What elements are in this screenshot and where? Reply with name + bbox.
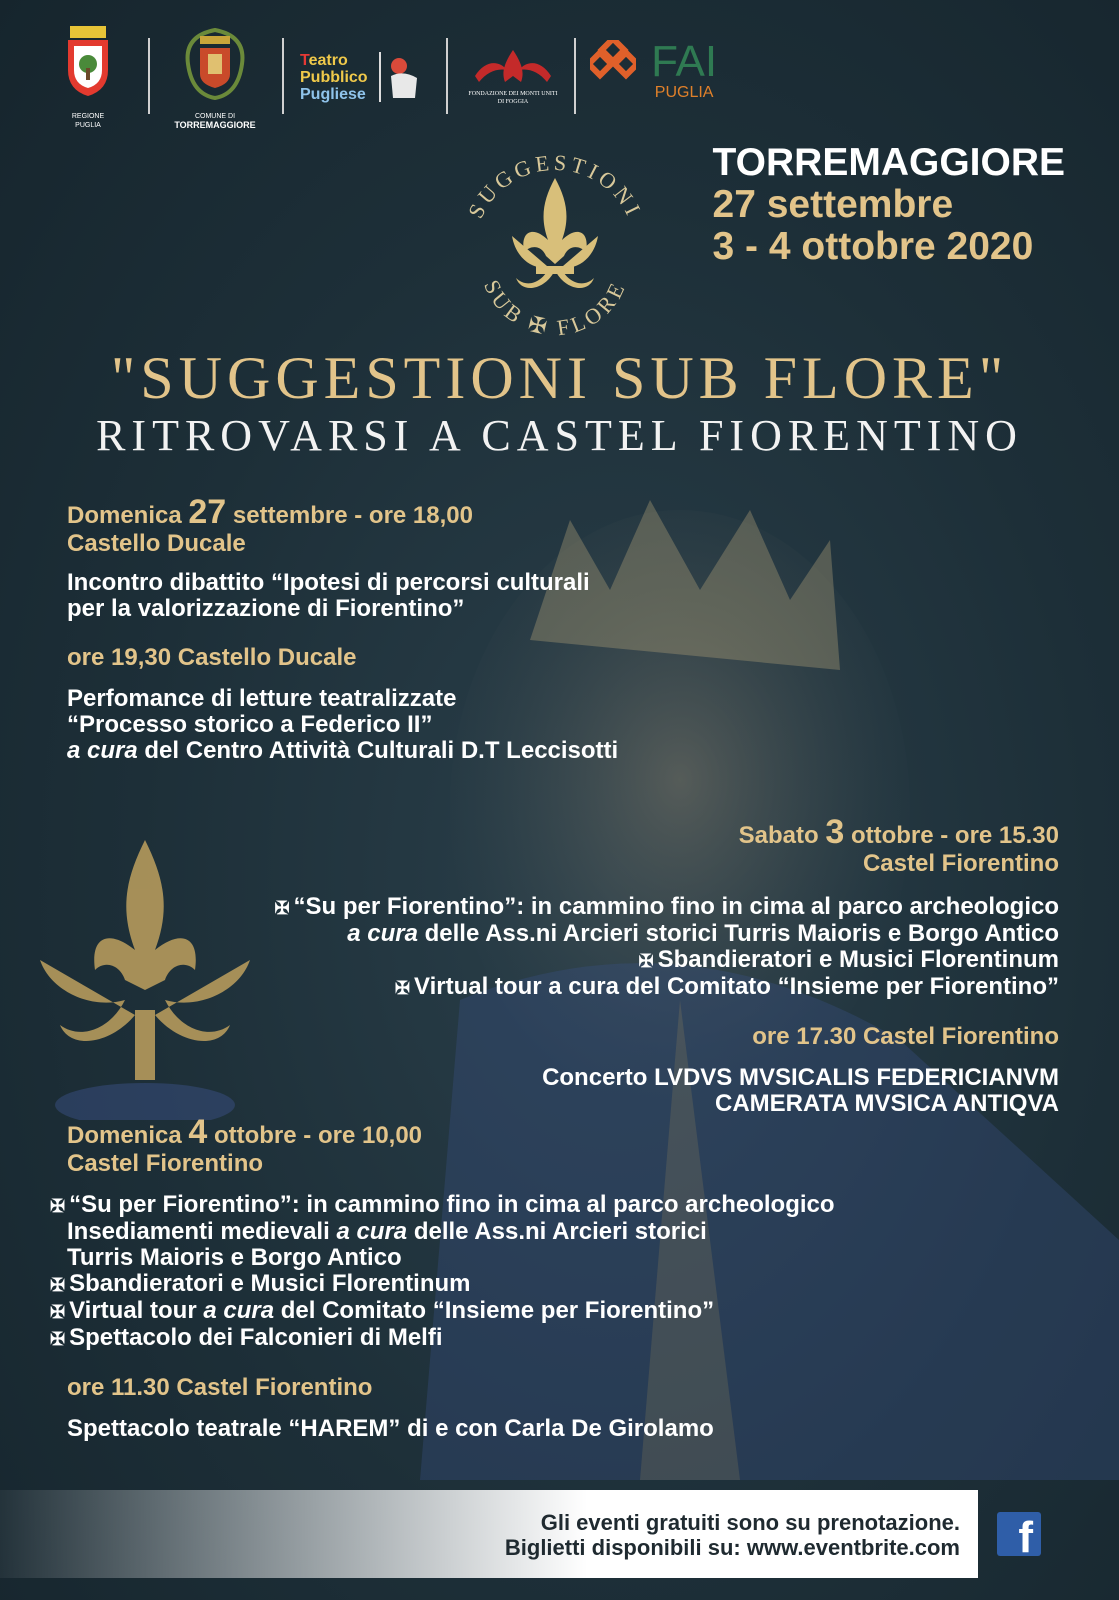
day2-section xyxy=(159,813,1059,1117)
comune-torremaggiore-logo xyxy=(170,24,260,130)
fai-subtitle: PUGLIA xyxy=(654,84,714,101)
day1-weekday: Domenica xyxy=(67,502,182,529)
cross-bullet-icon: ✠ xyxy=(394,978,410,998)
city-name: TORREMAGGIORE xyxy=(712,141,1065,184)
cross-bullet-icon: ✠ xyxy=(50,1302,66,1322)
facebook-letter: f xyxy=(1018,1513,1033,1562)
day2-heading xyxy=(159,813,1059,851)
day3-weekday: Domenica xyxy=(67,1122,182,1149)
day3-item3-b: del Comitato “Insieme per Fiorentino” xyxy=(274,1297,715,1324)
teatro-pubblico-pugliese-logo xyxy=(300,52,440,103)
suggestioni-sub-flore-emblem xyxy=(450,140,660,345)
emblem-ring-bottom-text: SUB ✠ FLORE xyxy=(479,275,631,341)
day3-acura-italic: a cura xyxy=(336,1218,408,1245)
emblem-ring-top-text: SUGGESTIONI xyxy=(462,149,648,223)
regione-puglia-logo xyxy=(64,24,120,130)
day2-concert-line1: Concerto LVDVS MVSICALIS FEDERICIANVM xyxy=(542,1064,1059,1091)
fai-puglia-logo xyxy=(590,37,730,102)
day2-item3-text: Virtual tour a cura del Comitato “Insieme per Fiorentino” xyxy=(414,973,1059,1000)
day2-item1-line1 xyxy=(159,894,1059,921)
day2-daynum: 3 xyxy=(825,813,845,851)
partner-logos xyxy=(60,24,760,134)
logo-divider xyxy=(282,38,284,114)
day1-acura-italic: a cura xyxy=(67,737,138,764)
day1-event1-line1: Incontro dibattito “Ipotesi di percorsi culturali xyxy=(67,569,590,596)
day3-item4-text: Spettacolo dei Falconieri di Melfi xyxy=(69,1324,443,1351)
day3-item1-line3: Turris Maioris e Borgo Antico xyxy=(67,1244,402,1271)
footer-line2[interactable]: Biglietti disponibili su: www.eventbrite.com xyxy=(504,1535,960,1560)
regione-puglia-crest-icon xyxy=(64,24,112,98)
day1-month-time: settembre - ore 18,00 xyxy=(232,502,473,529)
comune-caption-line1: COMUNE DI xyxy=(194,113,236,120)
day2-weekday: Sabato xyxy=(738,822,819,849)
event-dates-header xyxy=(713,142,1065,268)
day3-heading xyxy=(67,1113,1050,1151)
day3-item4 xyxy=(50,1325,1050,1352)
day2-acura-italic: a cura xyxy=(347,920,418,947)
fleur-de-lis-icon xyxy=(512,178,598,288)
day3-item2-text: Sbandieratori e Musici Florentinum xyxy=(69,1270,471,1297)
teatro-word: eatro xyxy=(308,52,348,69)
footer-line1: Gli eventi gratuiti sono su prenotazione. xyxy=(540,1510,960,1535)
cross-bullet-icon: ✠ xyxy=(638,951,654,971)
day2-item2-text: Sbandieratori e Musici Florentinum xyxy=(657,946,1059,973)
comune-crest-icon xyxy=(180,24,250,100)
day2-item1-text: “Su per Fiorentino”: in cammino fino in cima al parco archeologico xyxy=(293,893,1059,920)
main-title-block xyxy=(0,345,1119,461)
cross-bullet-icon: ✠ xyxy=(50,1196,66,1216)
day1-place: Castello Ducale xyxy=(67,530,246,557)
pubblico-word: Pubblico xyxy=(300,69,368,86)
fondazione-caption-line1: FONDAZIONE DEI MONTI UNITI xyxy=(468,91,558,97)
fai-wordmark: FAI xyxy=(651,37,718,86)
svg-text:SUB ✠ FLORE xyxy=(479,276,631,341)
facebook-icon[interactable] xyxy=(997,1512,1041,1562)
footer-text xyxy=(505,1510,960,1560)
pugliese-word: Pugliese xyxy=(300,86,366,103)
day3-daynum: 4 xyxy=(188,1113,208,1151)
footer-banner xyxy=(0,1490,978,1578)
day2-concert-line2: CAMERATA MVSICA ANTIQVA xyxy=(715,1090,1059,1117)
fondazione-monti-uniti-logo xyxy=(465,46,575,106)
day2-month-time: ottobre - ore 15.30 xyxy=(850,822,1059,849)
day3-item1-line2-a: Insediamenti medievali xyxy=(67,1218,337,1245)
day3-section xyxy=(50,1113,1050,1442)
day1-event2-line2: “Processo storico a Federico II” xyxy=(67,711,433,738)
logo-divider xyxy=(574,38,576,114)
cross-bullet-icon: ✠ xyxy=(50,1329,66,1349)
regione-caption-line2: PUGLIA xyxy=(75,122,101,129)
day3-place: Castel Fiorentino xyxy=(67,1150,264,1177)
day1-event1-line2: per la valorizzazione di Fiorentino” xyxy=(67,595,465,622)
fondazione-caption-line2: DI FOGGIA xyxy=(497,99,529,105)
fondazione-emblem-icon xyxy=(465,46,561,86)
cross-bullet-icon: ✠ xyxy=(50,1275,66,1295)
day1-daynum: 27 xyxy=(188,493,227,531)
cross-bullet-icon: ✠ xyxy=(274,898,290,918)
day2-item1-line2 xyxy=(159,921,1059,947)
fai-flower-icon xyxy=(590,40,636,86)
day3-item3-a: Virtual tour xyxy=(69,1297,204,1324)
day3-item2 xyxy=(50,1271,1050,1298)
day3-month-time: ottobre - ore 10,00 xyxy=(213,1122,423,1149)
day1-event2-line3-rest: del Centro Attività Culturali D.T Leccisotti xyxy=(137,737,619,764)
date-line-1: 27 settembre xyxy=(712,183,954,226)
teatro-mask-icon xyxy=(379,52,423,102)
day2-place: Castel Fiorentino xyxy=(862,850,1059,877)
day3-show: Spettacolo teatrale “HAREM” di e con Carla De Girolamo xyxy=(67,1415,714,1442)
regione-caption-line1: REGIONE xyxy=(71,113,105,120)
logo-divider xyxy=(148,38,150,114)
main-title: "SUGGESTIONI SUB FLORE" xyxy=(110,345,1009,411)
subtitle: RITROVARSI A CASTEL FIORENTINO xyxy=(96,411,1023,460)
day3-item3 xyxy=(50,1298,1050,1325)
day3-time2: ore 11.30 Castel Fiorentino xyxy=(67,1374,373,1401)
day3-item1-line2-b: delle Ass.ni Arcieri storici xyxy=(407,1218,707,1245)
day3-item1-line2 xyxy=(67,1219,1050,1245)
day3-item1-text: “Su per Fiorentino”: in cammino fino in cima al parco archeologico xyxy=(69,1191,835,1218)
day1-heading xyxy=(67,493,767,531)
teatro-initial: T xyxy=(300,52,309,69)
logo-divider xyxy=(446,38,448,114)
day1-time2: ore 19,30 Castello Ducale xyxy=(67,644,357,671)
comune-caption-line2: TORREMAGGIORE xyxy=(174,120,256,130)
day1-section xyxy=(67,493,767,764)
day1-event2-line3 xyxy=(67,738,767,764)
day2-item2 xyxy=(159,947,1059,974)
day3-item1-line1 xyxy=(50,1192,1050,1219)
day3-item3-acura-italic: a cura xyxy=(203,1297,275,1324)
day2-time2: ore 17.30 Castel Fiorentino xyxy=(752,1023,1059,1050)
day2-item3 xyxy=(159,974,1059,1001)
day1-event2-line1: Perfomance di letture teatralizzate xyxy=(67,685,457,712)
day2-item1-line2-rest: delle Ass.ni Arcieri storici Turris Maioris e Borgo Antico xyxy=(417,920,1059,947)
date-line-2: 3 - 4 ottobre 2020 xyxy=(712,225,1034,268)
